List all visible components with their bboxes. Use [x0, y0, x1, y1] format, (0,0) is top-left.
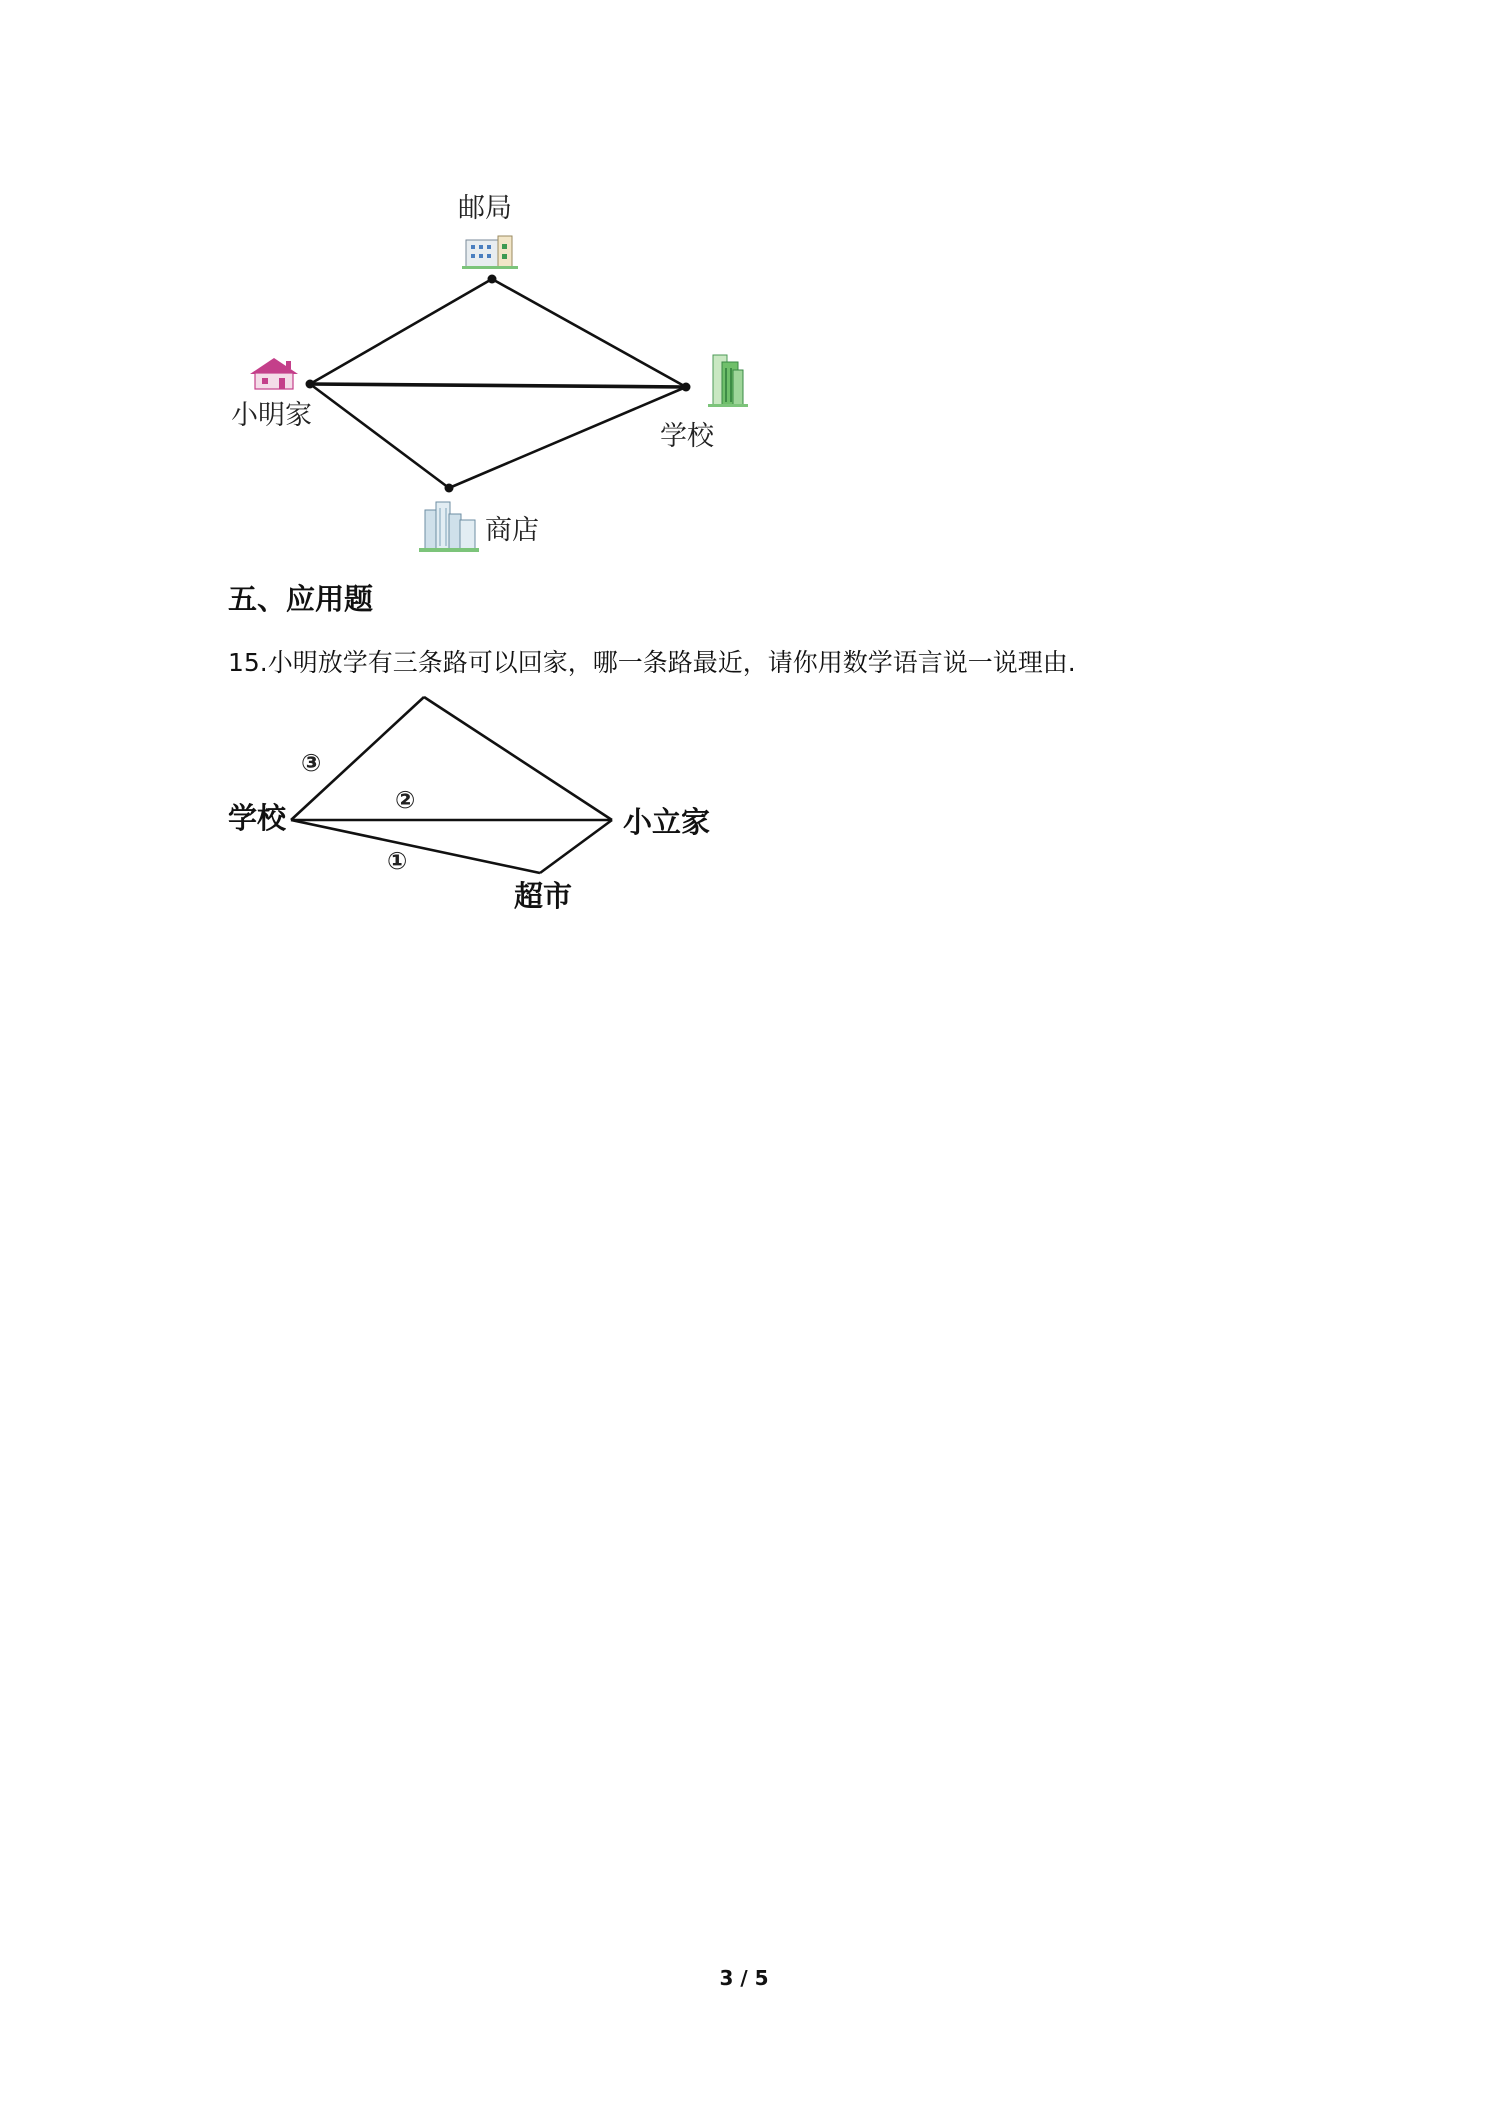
route-label-2: ② — [395, 786, 416, 814]
label-home-2: 小立家 — [623, 805, 711, 839]
label-home: 小明家 — [231, 400, 312, 431]
label-school-2: 学校 — [228, 801, 287, 835]
label-school: 学校 — [660, 421, 714, 452]
line-shop-school — [449, 387, 686, 488]
section-heading: 五、应用题 — [228, 582, 374, 616]
label-supermarket: 超市 — [514, 879, 573, 913]
point-shop — [445, 484, 454, 493]
route-label-1: ① — [387, 847, 408, 875]
line-home-shop — [310, 384, 449, 488]
label-post-office: 邮局 — [458, 193, 512, 224]
route-label-3: ③ — [301, 749, 322, 777]
point-home — [306, 380, 315, 389]
point-post — [488, 275, 497, 284]
label-shop: 商店 — [485, 515, 539, 546]
point-school — [682, 383, 691, 392]
line-post-school — [492, 279, 686, 387]
line-home-school — [310, 384, 686, 387]
question-text: 15.小明放学有三条路可以回家，哪一条路最近，请你用数学语言说一说理由. — [228, 648, 1076, 677]
route-lines-1 — [310, 279, 686, 488]
school-building-icon — [708, 355, 748, 407]
house-icon — [250, 358, 298, 389]
line-home-post — [310, 279, 492, 384]
shop-building-icon — [419, 502, 479, 552]
post-office-building-icon — [462, 236, 518, 269]
page-number: 3 / 5 — [719, 1966, 769, 1990]
